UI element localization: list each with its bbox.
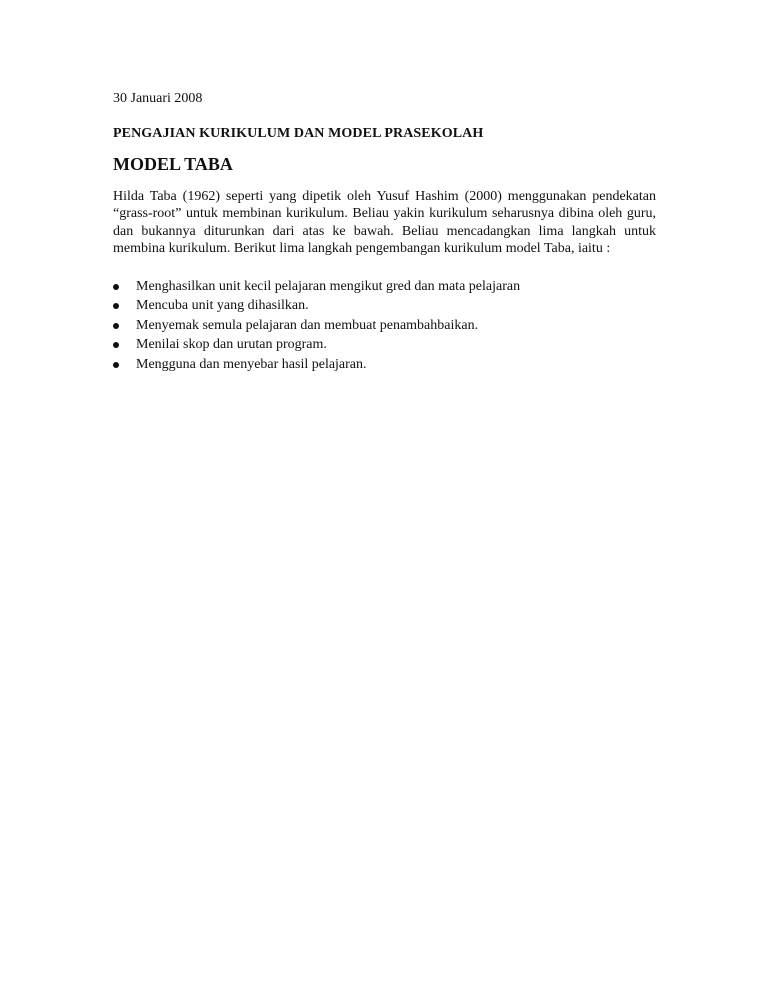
bullet-icon <box>113 342 119 348</box>
list-item-text: Mencuba unit yang dihasilkan. <box>136 298 309 314</box>
document-page <box>113 90 656 374</box>
list-item-text: Menghasilkan unit kecil pelajaran mengikut gred dan mata pelajaran <box>136 278 521 294</box>
bullet-icon <box>113 303 119 309</box>
list-item <box>113 355 656 375</box>
list-item-text: Menilai skop dan urutan program. <box>136 337 327 353</box>
bullet-list <box>113 277 656 375</box>
document-date: 30 Januari 2008 <box>113 91 203 106</box>
list-item <box>113 335 656 355</box>
body-paragraph: Hilda Taba (1962) seperti yang dipetik oleh Yusuf Hashim (2000) menggunakan pendekatan “grass-root” untuk membinan kurikulum. Beliau yakin kurikulum seharusnya dibina oleh guru, dan bukannya diturunkan dari atas ke bawah. Beliau mencadangkan lima langkah untuk membina kurikulum. Berikut lima langkah pengembangan kurikulum model Taba, iaitu : <box>113 189 656 257</box>
list-item <box>113 277 656 297</box>
list-item <box>113 296 656 316</box>
list-item-text: Mengguna dan menyebar hasil pelajaran. <box>136 356 367 372</box>
list-item-text: Menyemak semula pelajaran dan membuat penambahbaikan. <box>136 317 479 333</box>
bullet-icon <box>113 284 119 290</box>
document-subtitle: PENGAJIAN KURIKULUM DAN MODEL PRASEKOLAH <box>113 126 484 141</box>
document-title: MODEL TABA <box>113 154 233 174</box>
bullet-icon <box>113 362 119 368</box>
list-item <box>113 316 656 336</box>
bullet-icon <box>113 323 119 329</box>
